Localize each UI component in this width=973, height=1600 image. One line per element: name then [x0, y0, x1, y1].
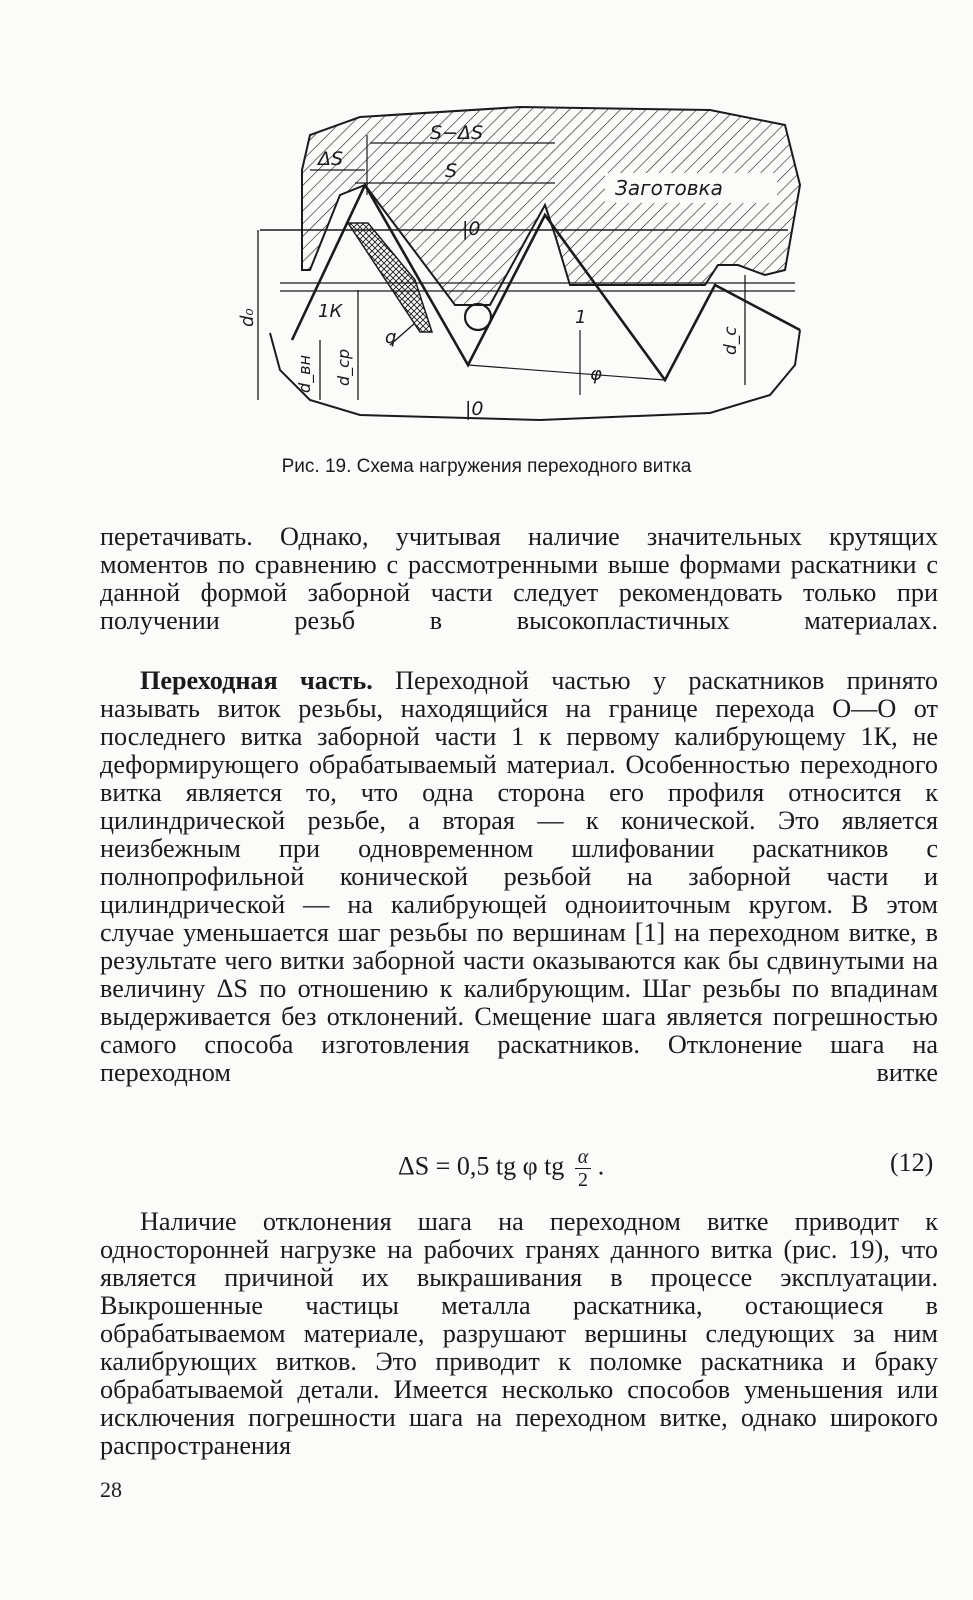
- label-delta-s: ΔS: [318, 148, 344, 170]
- thread-loading-diagram: [237, 95, 805, 430]
- figure-caption: Рис. 19. Схема нагружения переходного витка: [281, 456, 692, 477]
- label-s: S: [445, 160, 458, 182]
- formula-lhs: ΔS = 0,5 tg φ tg: [398, 1151, 565, 1181]
- label-blank: Заготовка: [615, 176, 723, 200]
- label-1: 1: [575, 307, 587, 328]
- equation-number: (12): [890, 1148, 934, 1177]
- label-d0: d₀: [237, 308, 258, 327]
- formula-12: [398, 1146, 604, 1191]
- paragraph-2-text: Переходной частью у раскатников принято называть виток резьбы, находящийся на границе перехода О—О от последнего витка заборной части 1 к первому калибрующему 1К, не деформирующего обрабатываемый материал. Особенностью переходного витка является то, что одна сторона его профиля относится к цилиндрической резьбе, а вторая — к конической. Это является неизбежным при одновременном шлифовании раскатников с полнопрофильной конической резьбой на заборной части и цилиндрической — на калибрующей одноииточным кругом. В этом случае уменьшается шаг резьбы по вершинам [1] на переходном витке, в результате чего витки заборной части оказываются как бы сдвинутыми на величину ΔS по отношению к калибрующим. Шаг резьбы по впадинам выдерживается без отклонений. Смещение шага является погрешностью самого способа изготовления раскатников. Отклонение шага на переходном витке: [100, 666, 939, 1087]
- label-d-vn: d_вн: [295, 354, 314, 393]
- formula-fraction: [575, 1146, 592, 1191]
- label-o-bottom: |0: [465, 398, 484, 420]
- paragraph-1: перетачивать. Однако, учитывая наличие значительных крутящих моментов по сравнению с рассмотренными выше формами раскатники с данной формой заборной части следует рекомендовать только при получении резьб в высокопластичных материалах.: [100, 522, 938, 635]
- section-heading: Переходная часть.: [140, 666, 373, 695]
- label-1k: 1К: [318, 301, 343, 322]
- label-q: q: [385, 327, 397, 348]
- formula-denominator: 2: [578, 1169, 589, 1191]
- paragraph-3: Наличие отклонения шага на переходном витке приводит к односторонней нагрузке на рабочих гранях данного витка (рис. 19), что является причиной их выкрашивания в процессе эксплуатации. Выкрошенные частицы металла раскатника, остающиеся в обрабатываемом материале, разрушают вершины следующих за ним калибрующих витков. Это приводит к поломке раскатника и браку обрабатываемой детали. Имеется несколько способов уменьшения или исключения погрешности шага на переходном витке, однако широкого распространения: [100, 1207, 938, 1460]
- label-o-top: |0: [462, 218, 481, 240]
- label-d-sr: d_ср: [334, 348, 353, 386]
- label-s-minus-delta-s: S−ΔS: [430, 122, 484, 144]
- paragraph-2: [100, 667, 938, 1087]
- label-phi: φ: [590, 364, 602, 385]
- page-number: 28: [100, 1477, 122, 1502]
- formula-numerator: α: [575, 1146, 592, 1169]
- label-dc: d_c: [721, 326, 741, 355]
- formula-tail: .: [597, 1151, 605, 1181]
- diagram-svg: [237, 95, 805, 430]
